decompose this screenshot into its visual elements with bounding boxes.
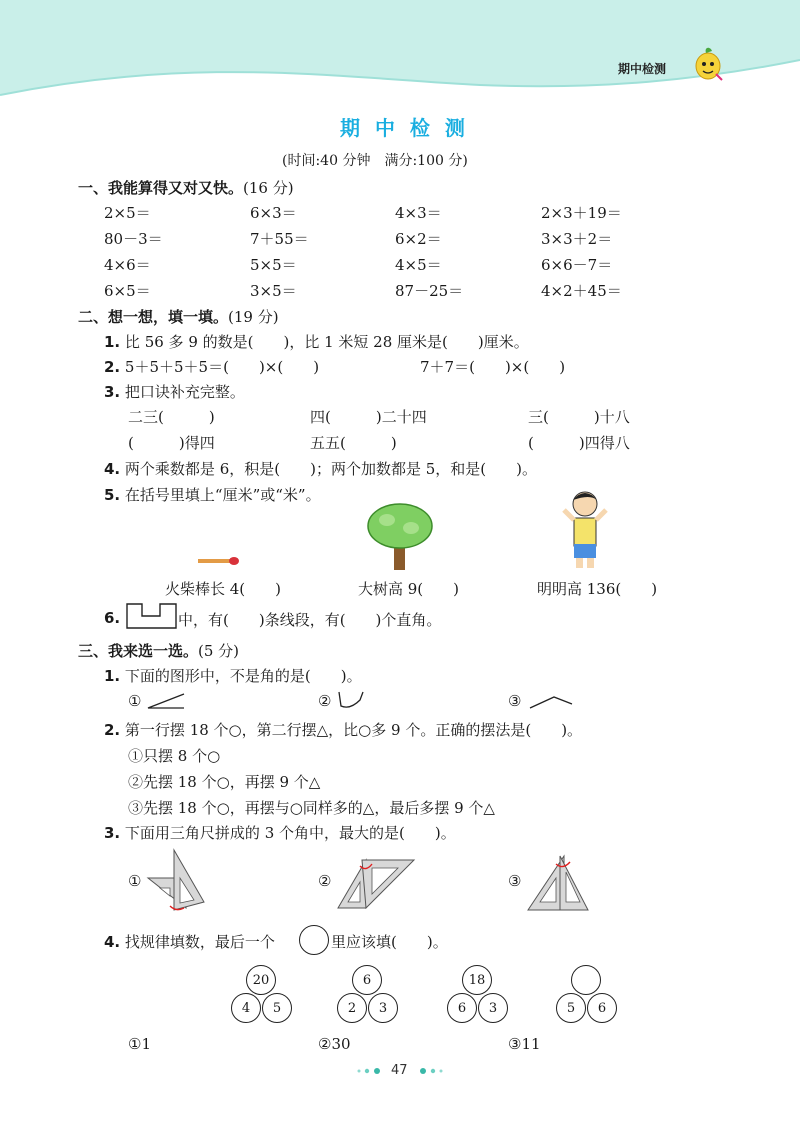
open-angle-figure [528,694,574,710]
calc-item: 6×2＝ [395,230,442,248]
question-number: 4. [104,933,121,951]
question-text-a: 5＋5＋5＋5＝( )×( ) [124,358,320,376]
curve-figure [336,690,366,710]
question-text: 在括号里填上“厘米”或“米”。 [124,486,321,504]
question-number: 6. [104,609,121,627]
option-text: ②先摆 18 个○，再摆 9 个△ [128,773,321,791]
tree-icon [365,500,435,572]
rhyme-blank: ( )得四 [128,434,215,452]
option-text: ③先摆 18 个○，再摆与○同样多的△，最后多摆 9 个△ [128,799,495,817]
number-circle-group [446,965,516,1025]
s2-question-6-text: 中，有( )条线段，有( )个直角。 [178,611,442,629]
calc-item: 4×6＝ [104,256,151,274]
matchstick-caption: 火柴棒长 4( ) [165,580,282,598]
calc-item: 4×3＝ [395,204,442,222]
calc-item: 2×3＋19＝ [541,204,622,222]
section-3-title: 三、我来选一选。 [78,642,199,660]
page-dots-right-icon [415,1066,445,1076]
s2-question-1 [104,331,529,352]
question-text: 下面的图形中，不是角的是( )。 [124,667,362,685]
option-label: ① [128,872,142,890]
question-text: 第一行摆 18 个○，第二行摆△，比○多 9 个。正确的摆法是( )。 [124,721,583,739]
notched-rectangle-figure [126,603,178,629]
rhyme-blank: 四( )二十四 [310,408,427,426]
calc-item: 2×5＝ [104,204,151,222]
left-circle: 4 [231,993,261,1023]
option-label: ③ [508,872,522,890]
calc-item: 6×5＝ [104,282,151,300]
calc-item: 5×5＝ [250,256,297,274]
section-1-points: (16 分) [243,179,294,197]
question-text: 下面用三角尺拼成的 3 个角中，最大的是( )。 [124,824,456,842]
section-3-heading [78,640,239,661]
option-label: ② [318,692,332,710]
section-1-heading [78,177,294,198]
option-label: ① [128,692,142,710]
calc-item: 7＋55＝ [250,230,309,248]
top-circle: 6 [352,965,382,995]
top-circle: 18 [462,965,492,995]
s3-question-4-text-b: 里应该填( )。 [331,933,448,951]
page-title: 期 中 检 测 [340,116,469,140]
blank-circle-icon [299,925,329,955]
s2-question-3 [104,381,245,402]
s2-question-6 [104,609,120,627]
s3-question-2 [104,719,582,740]
s3-question-1 [104,665,362,686]
question-text: 把口诀补充完整。 [124,383,245,401]
question-number: 3. [104,824,121,842]
calc-item: 6×6－7＝ [541,256,613,274]
top-circle: 20 [246,965,276,995]
option-text: ①1 [128,1035,151,1053]
mascot-icon [688,44,728,84]
s2-question-2b: 7＋7＝( )×( ) [420,358,566,376]
question-number: 4. [104,460,121,478]
calc-item: 4×2＋45＝ [541,282,622,300]
number-circle-group [555,965,625,1025]
section-2-heading [78,306,279,327]
tree-caption: 大树高 9( ) [358,580,460,598]
question-text-a: 找规律填数，最后一个 [124,933,275,951]
header-wave [0,0,800,110]
calc-item: 4×5＝ [395,256,442,274]
page-dots-left-icon [355,1066,385,1076]
question-text: 比 56 多 9 的数是( )，比 1 米短 28 厘米是( )厘米。 [124,333,529,351]
left-circle: 6 [447,993,477,1023]
rhyme-blank: 二三( ) [128,408,215,426]
number-circle-group [336,965,406,1025]
question-number: 1. [104,667,121,685]
s2-question-2 [104,356,319,377]
number-circle-group [230,965,300,1025]
option-text: ③11 [508,1035,541,1053]
question-number: 2. [104,721,121,739]
calc-item: 3×5＝ [250,282,297,300]
section-2-title: 二、想一想，填一填。 [78,308,229,326]
calc-item: 87－25＝ [395,282,464,300]
calc-item: 6×3＝ [250,204,297,222]
matchstick-icon [198,556,240,566]
question-number: 2. [104,358,121,376]
right-circle: 3 [478,993,508,1023]
left-circle: 5 [556,993,586,1023]
option-text: ②30 [318,1035,351,1053]
calc-item: 3×3＋2＝ [541,230,613,248]
rhyme-blank: 三( )十八 [528,408,630,426]
question-number: 1. [104,333,121,351]
s3-question-3 [104,822,456,843]
rhyme-blank: ( )四得八 [528,434,630,452]
page-number: 47 [391,1063,408,1078]
right-circle: 5 [262,993,292,1023]
section-2-points: (19 分) [228,308,279,326]
triangle-ruler-figure-3 [526,850,590,914]
option-text: ①只摆 8 个○ [128,747,221,765]
section-3-points: (5 分) [198,642,240,660]
option-label: ② [318,872,332,890]
triangle-ruler-figure-2 [336,856,416,914]
s2-question-4 [104,458,537,479]
right-circle: 6 [587,993,617,1023]
rhyme-blank: 五五( ) [310,434,397,452]
right-circle: 3 [368,993,398,1023]
section-1-title: 一、我能算得又对又快。 [78,179,244,197]
question-number: 5. [104,486,121,504]
question-number: 3. [104,383,121,401]
s2-question-5 [104,484,321,505]
s3-question-4 [104,931,275,952]
exam-subtitle: (时间:40 分钟 满分:100 分) [282,153,468,169]
option-label: ③ [508,692,522,710]
triangle-ruler-figure-1 [146,848,208,914]
angle-figure [146,692,186,710]
top-circle [571,965,601,995]
question-text: 两个乘数都是 6，积是( )；两个加数都是 5，和是( )。 [124,460,537,478]
left-circle: 2 [337,993,367,1023]
calc-item: 80－3＝ [104,230,163,248]
boy-icon [560,488,610,570]
boy-caption: 明明高 136( ) [537,580,658,598]
header-label: 期中检测 [618,62,667,76]
